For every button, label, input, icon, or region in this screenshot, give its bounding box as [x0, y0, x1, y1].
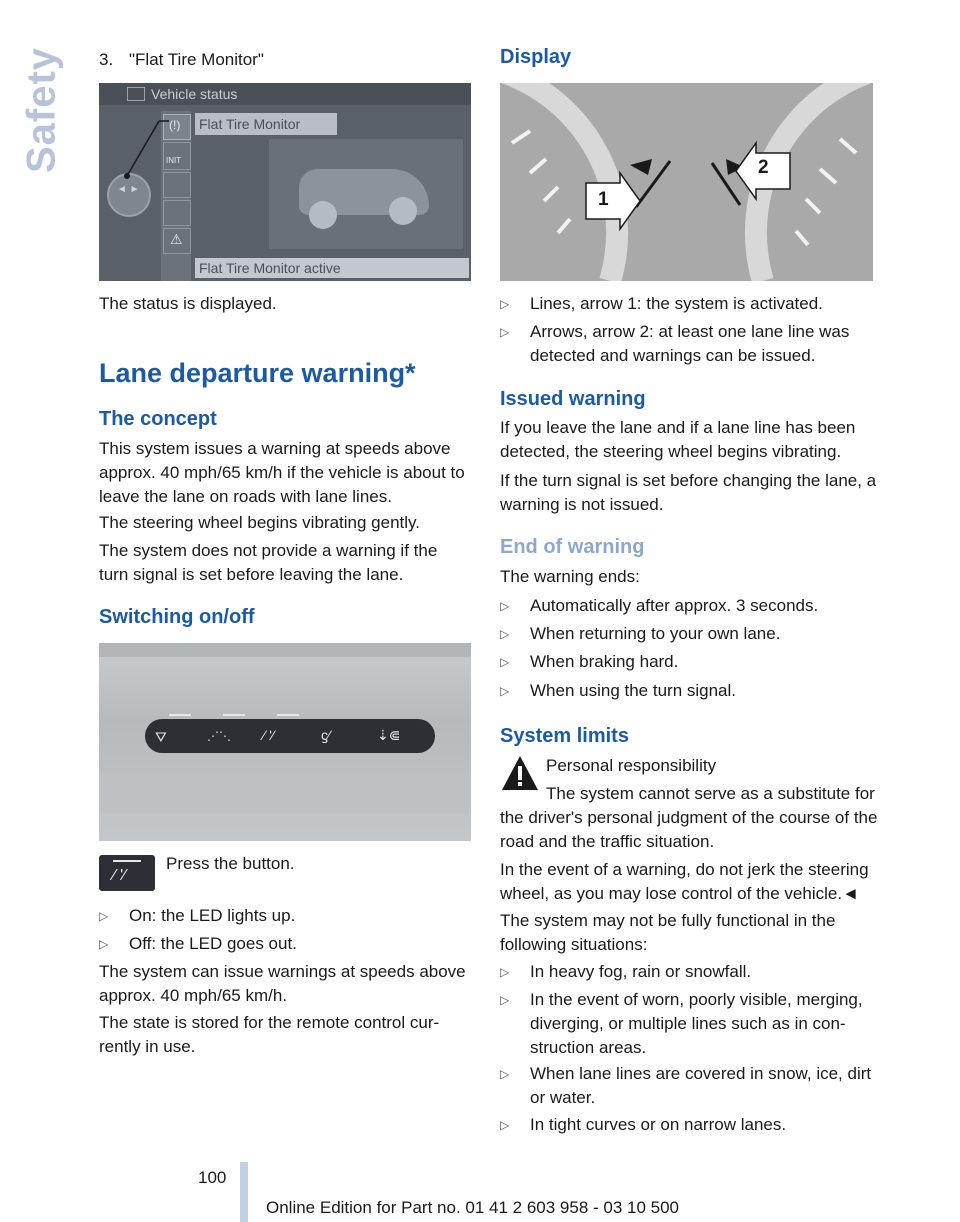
end-intro: The warning ends:	[500, 567, 640, 586]
vehicle-status-screen	[99, 83, 471, 281]
btn-icon-5-icon: ⇣⋐	[377, 727, 401, 743]
page-heading: Lane departure warning*	[99, 358, 416, 388]
concept-heading: The concept	[99, 408, 217, 430]
menu-item-flat-tire: Flat Tire Monitor	[199, 116, 301, 132]
btn-icon-1-icon: ⛛	[155, 729, 167, 745]
list-item: ▷ Arrows, arrow 2: at least one lane line was detected and warnings can be issued.	[500, 322, 850, 365]
warning-text: The system cannot serve as a substitute for the driver's personal judgment of the course of the road and the traffic situation.	[500, 784, 878, 851]
speed-paragraph: The system can issue warnings at speeds above approx. 40 mph/65 km/h.	[99, 962, 466, 1005]
tire-symbol-icon: (!)	[169, 118, 181, 132]
warning-title: Personal responsibility	[546, 756, 717, 775]
switch-heading: Switching on/off	[99, 606, 255, 628]
issued-paragraph-2: If the turn signal is set before changing the lane, a warning is not issued.	[500, 471, 877, 514]
concept-paragraph-1: This system issues a warning at speeds above approx. 40 mph/65 km/h if the vehicle is about to leave the lane on roads with lane lines.	[99, 439, 465, 506]
lane-button-icon: ⁄ '⁄	[99, 855, 155, 891]
list-item: ▷ Off: the LED goes out.	[99, 934, 297, 953]
callout-1: 1	[598, 189, 609, 210]
page-number: 100	[198, 1168, 227, 1187]
issued-paragraph-1: If you leave the lane and if a lane line has been detected, the steering wheel begins vibrating.	[500, 418, 856, 461]
button-panel-photo	[99, 643, 471, 841]
list-item: ▷ In the event of worn, poorly visible, merging, diverging, or multiple lines such as in con-struction areas.	[500, 990, 863, 1057]
car-illustration	[269, 139, 463, 249]
list-item: ▷ When lane lines are covered in snow, ice, dirt or water.	[500, 1064, 872, 1107]
btn-icon-2-icon: ⋰⋱	[207, 729, 231, 743]
list-item: ▷ In tight curves or on narrow lanes.	[500, 1115, 787, 1134]
step-number: 3.	[99, 50, 114, 69]
end-heading: End of warning	[500, 536, 645, 558]
list-item: ▷ On: the LED lights up.	[99, 906, 296, 925]
concept-paragraph-2: The steering wheel begins vibrating gently.	[99, 513, 420, 532]
btn-icon-4-icon: ϛ⁄	[321, 727, 331, 743]
screen-title: Vehicle status	[151, 86, 238, 102]
footer-bar	[240, 1162, 248, 1222]
knob-arrows-icon: ◄ ►	[117, 184, 140, 195]
list-item: ▷ In heavy fog, rain or snowfall.	[500, 962, 752, 981]
section-tab-label: Safety	[19, 46, 64, 174]
warning-glyph-icon: ⚠	[170, 231, 183, 247]
instrument-cluster-display	[500, 83, 873, 281]
limits-intro: The system may not be fully functional in the following situations:	[500, 911, 836, 954]
section-tab	[19, 40, 64, 180]
warning-paragraph-2: In the event of a warning, do not jerk the steering wheel, as you may lose control of the vehicle.◄	[500, 860, 869, 903]
status-line: Flat Tire Monitor active	[199, 260, 341, 276]
list-item: ▷ When using the turn signal.	[500, 681, 737, 700]
state-paragraph: The state is stored for the remote control cur-rently in use.	[99, 1013, 440, 1056]
press-button-text: Press the button.	[166, 854, 295, 873]
list-item: ▷ When returning to your own lane.	[500, 624, 781, 643]
limits-heading: System limits	[500, 725, 629, 747]
status-text: The status is displayed.	[99, 294, 277, 313]
callout-2: 2	[758, 157, 769, 178]
lane-departure-button-icon: ⁄ '⁄	[263, 727, 275, 743]
edition-text: Online Edition for Part no. 01 41 2 603 958 - 03 10 500	[266, 1198, 680, 1217]
display-heading: Display	[500, 46, 572, 68]
step-text: "Flat Tire Monitor"	[129, 50, 264, 69]
issued-heading: Issued warning	[500, 388, 646, 410]
list-item: ▷ When braking hard.	[500, 652, 679, 671]
list-item: ▷ Lines, arrow 1: the system is activated.	[500, 294, 823, 313]
list-item: ▷ Automatically after approx. 3 seconds.	[500, 596, 819, 615]
concept-paragraph-3: The system does not provide a warning if the turn signal is set before leaving the lane.	[99, 541, 438, 584]
init-label: INIT	[166, 156, 182, 165]
